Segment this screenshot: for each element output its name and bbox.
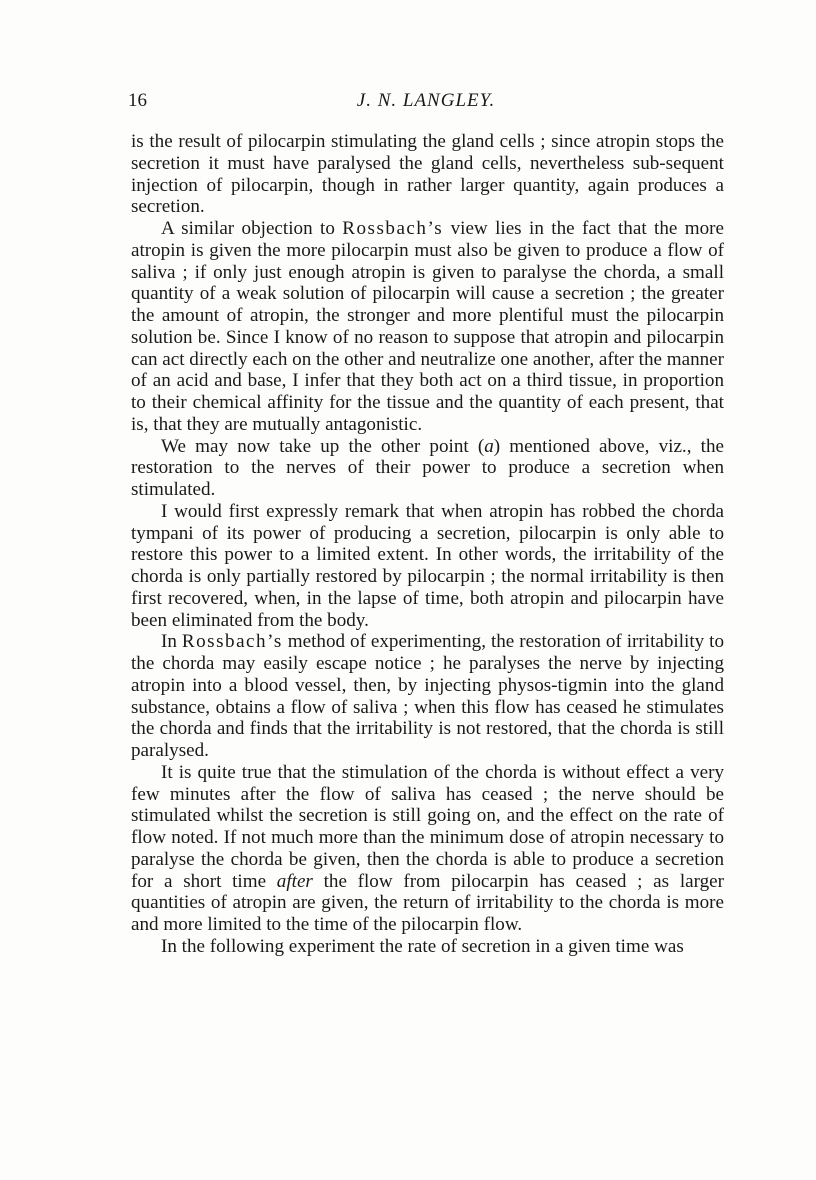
point-label: a: [484, 435, 494, 457]
page-number: 16: [128, 90, 147, 111]
paragraph-7: In the following experiment the rate of secretion in a given time was: [161, 935, 684, 957]
paragraph-6: [131, 762, 724, 936]
paragraph-3: [131, 436, 724, 501]
paragraph-4: I would first expressly remark that when atropin has robbed the chorda tympani of its power of producing a secretion, pilocarpin is only able to restore this power to a limited extent. In other words, the irritability of the chorda is only partially restored by pilocarpin ; the normal irritability is then first recovered, when, in the lapse of time, both atropin and pilocarpin have been eliminated from the body.: [131, 500, 724, 631]
paragraph-6-text-after: the flow from pilocarpin has ceased ; as larger quantities of atropin are given, the return of irritability to the chorda is more and more limited to the time of the pilocarpin flow.: [131, 870, 724, 935]
author-name-rossbach: Rossbach’s: [342, 218, 444, 239]
running-head: J. N. LANGLEY.: [356, 90, 496, 111]
author-name-rossbach: Rossbach’s: [181, 631, 283, 653]
emphasis-after: after: [276, 870, 313, 892]
paragraph-2: [131, 218, 724, 436]
paragraph-5-text-before: In: [161, 631, 182, 653]
paragraph-3-text-after: ) mentioned above, viz., the restoration to the nerves of their power to produce a secretion when stimulated.: [131, 435, 724, 500]
page-header: [128, 90, 724, 116]
paragraph-2-text-before: A similar objection to: [161, 218, 343, 239]
paragraph-5: [131, 631, 724, 762]
paragraph-5-text-after: method of experimenting, the restoration of irritability to the chorda may easily escape notice ; he paralyses the nerve by injecting atropin into a blood vessel, then, by injecting physos-tigmin into the gland substance, obtains a flow of saliva ; when this flow has ceased he stimulates the chorda and finds that the irritability is not restored, that the chorda is still paralysed.: [131, 631, 724, 761]
body-text: [131, 131, 724, 958]
paragraph-2-text-after: view lies in the fact that the more atropin is given the more pilocarpin must also be given to produce a flow of saliva ; if only just enough atropin is given to paralyse the chorda, a small quantity of a weak solution of pilocarpin will cause a secretion ; the greater the amount of atropin, the stronger and more plentiful must the pilocarpin solution be. Since I know of no reason to suppose that atropin and pilocarpin can act directly each on the other and neutralize one another, after the manner of an acid and base, I infer that they both act on a third tissue, in proportion to their chemical affinity for the tissue and the quantity of each present, that is, that they are mutually antagonistic.: [131, 218, 724, 435]
paragraph-6-text-before: It is quite true that the stimulation of the chorda is without effect a very few minutes after the flow of saliva has ceased ; the nerve should be stimulated whilst the secretion is still going on, and the effect on the rate of flow noted. If not much more than the minimum dose of atropin necessary to paralyse the chorda be given, then the chorda is able to produce a secretion for a short time: [131, 761, 724, 892]
paragraph-1: is the result of pilocarpin stimulating the gland cells ; since atropin stops the secretion it must have paralysed the gland cells, nevertheless sub-sequent injection of pilocarpin, though in rather larger quantity, again produces a secretion.: [131, 131, 724, 218]
paragraph-3-text-before: We may now take up the other point (: [161, 435, 485, 457]
